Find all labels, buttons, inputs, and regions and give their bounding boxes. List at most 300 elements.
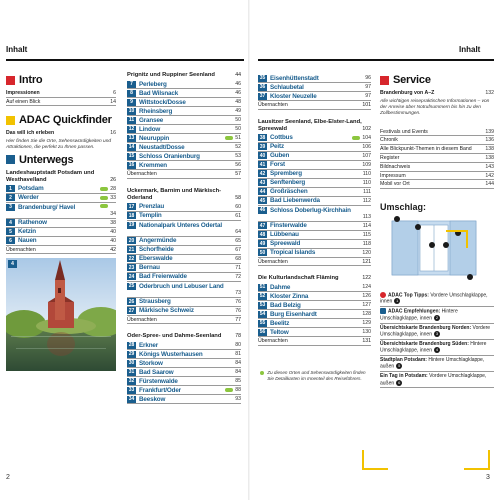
toc-list [380,154,494,188]
entry-number-badge: 22 [128,255,135,262]
section-title: Service [393,74,431,86]
entry-title: Finsterwalde [270,222,307,230]
entry-title: Spremberg [270,170,302,178]
toc-entry[interactable] [127,152,241,161]
entry-number-badge: 25 [128,283,135,290]
entry-page: 76 [235,307,241,314]
toc-entry[interactable] [127,203,241,212]
entry-page: 104 [362,134,371,141]
toc-row[interactable]: Chronik 136 [380,137,494,144]
toc-entry[interactable] [258,292,371,301]
entry-page: 34 [110,210,116,217]
toc-entry[interactable] [6,219,116,228]
entry-number-badge: 13 [128,135,135,141]
region-title[interactable]: Uckermark, Barnim und Märkisch-Oderland 58 [127,187,241,201]
toc-entry[interactable] [258,231,371,240]
entry-number-badge: 41 [259,161,266,168]
entry-number-badge: 53 [259,302,266,309]
toc-entry[interactable] [258,161,371,170]
cover-item[interactable]: Stadtplan Potsdam: Hintere Umschlagklappe, außen 5 [380,356,494,372]
entry-title: Forst [270,161,285,169]
toc-entry[interactable] [258,188,371,197]
toc-entry[interactable] [258,328,371,337]
entry-title: Bad Freienwalde [139,273,187,281]
entry-title: Beeskow [139,395,166,403]
toc-entry[interactable] [127,395,241,404]
entry-title: Senftenberg [270,179,306,187]
entry-title: Neuruppin [139,134,170,142]
entry-page: 60 [235,203,241,210]
toc-entry[interactable] [258,240,371,249]
toc-entry[interactable] [127,307,241,316]
entry-page: 65 [235,237,241,244]
entry-number-badge: 34 [128,396,135,403]
toc-entry[interactable] [258,74,371,83]
entry-number-badge: 29 [128,351,135,358]
entry-number-badge: 46 [259,207,266,214]
toc-entry[interactable] [258,170,371,179]
entry-page: 113 [362,213,371,220]
entry-number-badge: 40 [259,152,266,159]
entry-page: 50 [235,117,241,123]
entry-number-badge: 10 [128,108,135,114]
cover-item[interactable]: Ein Tag in Potsdam: Vordere Umschlagklappe, außen 6 [380,372,494,388]
cover-number-badge: 5 [398,363,401,369]
entry-number-badge: 9 [127,99,136,106]
entry-title: Strausberg [139,298,171,306]
entry-title: Schloss Oranienburg [139,152,200,160]
church-lake-illustration [6,258,116,371]
entry-title: Lübbenau [270,231,299,239]
toc-entry[interactable] [258,152,371,161]
toc-entry[interactable] [258,249,371,258]
entry-number-badge: 35 [259,75,266,81]
tip-arrow-icon [225,388,233,392]
entry-page: 53 [235,153,241,159]
column-4 [380,72,494,388]
entry-page: 46 [235,81,241,87]
entry-page: 33 [110,194,116,201]
cover-item[interactable]: Übersichtskarte Brandenburg Süden: Hintere Umschlagklappe, innen 4 [380,340,494,356]
entry-number-badge: 8 [127,90,136,97]
toc-entry[interactable] [6,194,116,203]
entry-title: Dahme [270,283,291,291]
entry-page: 114 [362,222,371,229]
toc-entry[interactable] [258,310,371,319]
overview-row[interactable]: Übernachten 101 [258,102,371,108]
toc-entry[interactable] [258,301,371,310]
entry-page: 72 [235,273,241,280]
region-title[interactable]: Prignitz und Ruppiner Seenland 44 [127,72,241,78]
section-quickfinder [6,114,116,126]
entry-title: Schorfheide [139,246,174,254]
entry-page: 49 [235,108,241,114]
entry-page: 68 [235,255,241,262]
entry-number-badge: 2 [6,194,15,201]
toc-entry[interactable] [127,212,241,221]
toc-row[interactable]: Alle Blickpunkt-Themen in diesem Band 138 [380,145,494,155]
section-title: Intro [19,74,43,86]
entry-title: Bad Belzig [270,301,301,309]
recommendation-icon [380,308,386,314]
cover-number-badge: 3 [435,331,439,337]
cover-item[interactable]: Übersichtskarte Brandenburg Norden: Vordere Umschlagklappe, innen 3 [380,324,494,340]
entry-title: Angermünde [139,237,177,245]
cover-heading: Umschlag: [380,201,427,212]
entry-number-badge: 31 [128,369,135,376]
entry-number-badge: 56 [259,329,266,336]
toc-entry[interactable] [127,221,241,237]
section-title: Unterwegs [19,153,74,166]
toc-entry[interactable] [258,134,371,143]
entry-number-badge: 49 [259,240,266,247]
toc-entry[interactable] [127,273,241,282]
entry-title: Brandenburg/ Havel [18,203,76,211]
map-note: Zu diesen Orten und Sehenswürdigkeiten finden Sie Detailkarten im Innenteil des Reiseführers. [258,370,371,382]
entry-number-badge: 36 [259,84,266,90]
toc-entry[interactable] [6,203,116,219]
entry-number-badge: 38 [259,134,266,141]
toc-row[interactable]: Bildnachweis 143 [380,163,494,170]
entry-title: Kloster Neuzelle [270,92,317,100]
entry-title: Bernau [139,264,160,272]
entry-page: 81 [235,351,241,358]
header-rule [258,59,494,61]
entry-number-badge: 44 [259,188,266,195]
toc-entry[interactable] [127,143,241,152]
entry-page: 48 [235,99,241,105]
entry-title: Storkow [139,359,163,367]
toc-entry[interactable] [127,359,241,368]
page-number-left: 2 [6,474,10,481]
toc-row[interactable]: Auf einen Blick 14 [6,98,116,105]
entry-number-badge: 32 [128,378,135,385]
toc-row[interactable]: Impressum 142 [380,172,494,179]
overview-row[interactable]: Übernachten 131 [258,338,371,345]
entry-page: 126 [362,293,371,300]
toc-entry[interactable] [258,206,371,222]
toc-entry[interactable] [6,185,116,194]
entry-page: 124 [362,284,371,291]
entry-number-badge: 39 [259,143,266,150]
toc-entry[interactable] [127,386,241,395]
entry-number-badge: 47 [259,222,266,229]
entry-page: 120 [362,249,371,256]
entry-title: Perleberg [139,80,167,88]
entry-title: Rathenow [18,219,47,227]
entry-title: Burg Eisenhardt [270,310,317,318]
toc-row[interactable]: Mobil vor Ort 144 [380,181,494,188]
entry-number-badge: 24 [128,273,135,280]
entry-number-badge: 33 [128,387,135,394]
toc-entry[interactable] [127,116,241,125]
tip-arrow-icon [100,204,108,208]
entry-title: Frankfurt/Oder [139,386,181,394]
entry-title: Gransee [139,116,164,124]
entry-page: 80 [235,342,241,349]
tip-arrow-icon [100,187,108,191]
entry-number-badge: 20 [128,237,135,244]
entry-page: 110 [362,170,371,177]
toc-entry[interactable] [127,89,241,98]
section-title: ADAC Quickfinder [19,114,112,127]
corner-bracket [464,450,490,470]
toc-entry[interactable] [258,222,371,231]
entry-number-badge: 43 [259,179,266,186]
entry-page: 52 [235,144,241,150]
entry-page: 76 [235,298,241,305]
entry-number-badge: 42 [259,170,266,177]
entry-page: 84 [235,360,241,367]
red-square-icon [380,76,389,85]
entry-title: Spreewald [270,240,301,248]
yellow-square-icon [6,116,15,125]
entry-page: 51 [235,135,241,141]
entry-number-badge: 1 [6,185,15,192]
entry-number-badge: 5 [6,228,15,235]
entry-title: Kloster Zinna [270,292,309,300]
entry-page: 67 [235,246,241,253]
entry-title: Wittstock/Dosse [139,98,186,106]
entry-title: Potsdam [18,185,44,193]
entry-page: 112 [362,197,371,204]
entry-title: Teltow [270,328,289,336]
photo-number-badge: 4 [8,260,17,268]
entry-page: 93 [235,396,241,403]
entry-number-badge: 19 [128,222,135,229]
entry-title: Bad Saarow [139,368,174,376]
toc-entry[interactable] [127,237,241,246]
cover-number-badge: 1 [396,298,399,304]
region-title[interactable]: Landeshauptstadt Potsdam und Westhavelland 26 [6,169,116,183]
column-1 [6,72,116,371]
toc-entry[interactable] [127,377,241,386]
entry-page: 61 [235,212,241,219]
entry-number-badge: 11 [128,117,135,123]
toc-entry[interactable] [127,264,241,273]
entry-title: Nauen [18,237,37,245]
entry-page: 28 [110,185,116,192]
column-3 [258,74,371,382]
toc-entry[interactable] [258,83,371,92]
service-description: Alle wichtigen reisepraktischen Informationen – von der Anreise über Notrufnummern bis hin zu den Zollbestimmungen. [380,98,490,116]
tip-arrow-icon [352,136,360,140]
tip-arrow-icon [225,136,233,140]
entry-number-badge: 4 [6,219,15,226]
toc-row[interactable]: Impressionen 6 [6,90,116,96]
entry-number-badge: 54 [259,311,266,318]
entry-number-badge: 52 [259,293,266,300]
entry-title: Nationalpark Unteres Odertal [139,221,222,229]
page-header-right: Inhalt [459,45,481,54]
entry-page: 111 [363,188,371,195]
column-2 [127,72,241,404]
quickfinder-description: Hier finden Sie die Orte, Sehenswürdigkeiten und Attraktionen, die perfekt zu Ihnen passen. [6,138,112,150]
overview-row[interactable]: Übernachten 121 [258,258,371,265]
toc-entry[interactable] [258,179,371,188]
toc-entry[interactable] [127,125,241,134]
entry-title: Schloss Doberlug-Kirchhain [270,206,351,214]
entry-title: Eisenhüttenstadt [270,74,319,82]
cover-number-badge: 4 [435,347,439,353]
entry-number-badge: 18 [128,212,135,219]
page-header-left: Inhalt [6,45,28,54]
entry-title: Ketzin [18,228,36,236]
entry-number-badge: 28 [128,342,135,349]
entry-title: Cottbus [270,134,293,142]
entry-number-badge: 17 [128,203,135,210]
entry-page: 84 [235,369,241,376]
entry-title: Prenzlau [139,203,165,211]
toc-entry[interactable] [127,107,241,116]
toc-entry[interactable] [127,350,241,359]
cover-list [380,291,494,389]
header-rule [6,59,244,61]
toc-entry[interactable] [127,161,241,170]
blue-square-icon [6,155,15,164]
toc-row[interactable]: Festivals und Events 139 [380,128,494,135]
entry-number-badge: 37 [259,93,266,99]
entry-title: Bad Liebenwerda [270,197,320,205]
entry-page: 107 [362,152,371,159]
toc-entry[interactable] [127,80,241,89]
cover-number-badge: 6 [398,379,401,385]
region-title[interactable]: Oder-Spree- und Dahme-Seenland 78 [127,333,241,340]
entry-number-badge: 50 [259,249,266,256]
entry-number-badge: 3 [6,204,15,211]
toc-row[interactable]: Das will ich erleben 16 [6,130,116,137]
entry-page: 128 [362,311,371,318]
entry-title: Peitz [270,143,284,151]
region-title[interactable]: Die Kulturlandschaft Fläming 122 [258,275,371,282]
corner-bracket [446,230,468,248]
section-unterwegs [6,154,116,166]
toc-entry[interactable] [127,282,241,298]
entry-number-badge: 55 [259,320,266,327]
entry-number-badge: 51 [259,284,266,291]
entry-page: 129 [362,320,371,327]
entry-number-badge: 16 [128,162,135,168]
entry-title: Erkner [139,341,159,349]
entry-title: Königs Wusterhausen [139,350,203,358]
overview-row[interactable]: Übernachten 42 [6,246,116,253]
toc-entry[interactable] [258,319,371,328]
entry-page: 64 [235,228,241,235]
page-number-right: 3 [486,474,490,481]
region-title[interactable]: Lausitzer Seenland, Elbe-Elster-Land, Spreewald 102 [258,118,371,132]
toc-entry[interactable] [127,341,241,350]
entry-page: 40 [110,228,116,235]
entry-title: Tropical Islands [270,249,316,257]
toc-entry[interactable] [127,246,241,255]
toc-row[interactable]: Brandenburg von A–Z 132 [380,90,494,96]
entry-number-badge: 27 [128,307,135,314]
entry-page: 118 [362,240,371,247]
overview-row[interactable]: Übernachten 77 [127,316,241,323]
entry-title: Templin [139,212,162,220]
entry-number-badge: 45 [259,197,266,204]
entry-number-badge: 7 [127,81,136,88]
entry-number-badge: 30 [128,360,135,367]
toc-entry[interactable] [258,197,371,206]
cover-item[interactable]: ADAC Empfehlungen: Hintere Umschlagklappe, innen 2 [380,307,494,323]
toc-entry[interactable] [258,283,371,292]
entry-title: Eberswalde [139,255,173,263]
entry-title: Fürstenwalde [139,377,178,385]
entry-title: Lindow [139,125,161,133]
entry-page: 38 [110,219,116,226]
entry-page: 115 [362,231,371,238]
cover-diagram [384,215,484,287]
entry-number-badge: 15 [128,153,135,159]
entry-page: 40 [110,237,116,244]
entry-page: 50 [235,126,241,132]
section-service [380,74,494,86]
entry-page: 130 [362,329,371,336]
entry-title: Bad Wilsnack [139,89,179,97]
toc-entry[interactable] [127,255,241,264]
toc-entry[interactable] [127,98,241,107]
entry-title: Schlaubetal [270,83,304,91]
entry-title: Rheinsberg [139,107,173,115]
entry-title: Kremmen [139,161,167,169]
potsdam-photo [6,258,116,371]
section-intro [6,74,116,86]
corner-bracket [362,450,388,470]
toc-entry[interactable] [127,134,241,143]
entry-page: 96 [365,75,371,81]
entry-page: 46 [235,90,241,96]
cover-fold-diagram [384,215,484,287]
toc-entry[interactable] [6,237,116,246]
entry-page: 88 [235,387,241,394]
toc-entry[interactable] [258,92,371,101]
entry-number-badge: 14 [128,144,135,150]
entry-page: 110 [362,179,371,186]
tip-arrow-icon [100,196,108,200]
toc-row[interactable]: Register 138 [380,155,494,162]
entry-number-badge: 23 [128,264,135,271]
entry-list [6,185,116,246]
cover-number-badge: 2 [435,314,439,320]
entry-page: 106 [362,143,371,150]
toc-entry[interactable] [258,143,371,152]
entry-page: 97 [365,93,371,99]
entry-page: 56 [235,162,241,168]
toc-entry[interactable] [127,368,241,377]
overview-row[interactable]: Übernachten 57 [127,171,241,177]
entry-page: 109 [362,161,371,168]
entry-page: 97 [365,84,371,90]
toc-entry[interactable] [6,228,116,237]
top-tip-icon [380,292,386,298]
entry-number-badge: 26 [128,298,135,305]
entry-page: 71 [235,264,241,271]
toc-entry[interactable] [127,298,241,307]
entry-number-badge: 21 [128,246,135,253]
cover-item[interactable]: ADAC Top Tipps: Vordere Umschlagklappe, innen 1 [380,291,494,307]
entry-number-badge: 12 [128,126,135,132]
entry-title: Beelitz [270,319,290,327]
entry-title: Werder [18,194,39,202]
entry-title: Guben [270,152,290,160]
tip-arrow-icon [260,371,264,375]
entry-title: Märkische Schweiz [139,307,194,315]
entry-number-badge: 6 [6,237,15,244]
entry-number-badge: 48 [259,231,266,238]
entry-title: Großräschen [270,188,308,196]
entry-page: 127 [362,302,371,309]
